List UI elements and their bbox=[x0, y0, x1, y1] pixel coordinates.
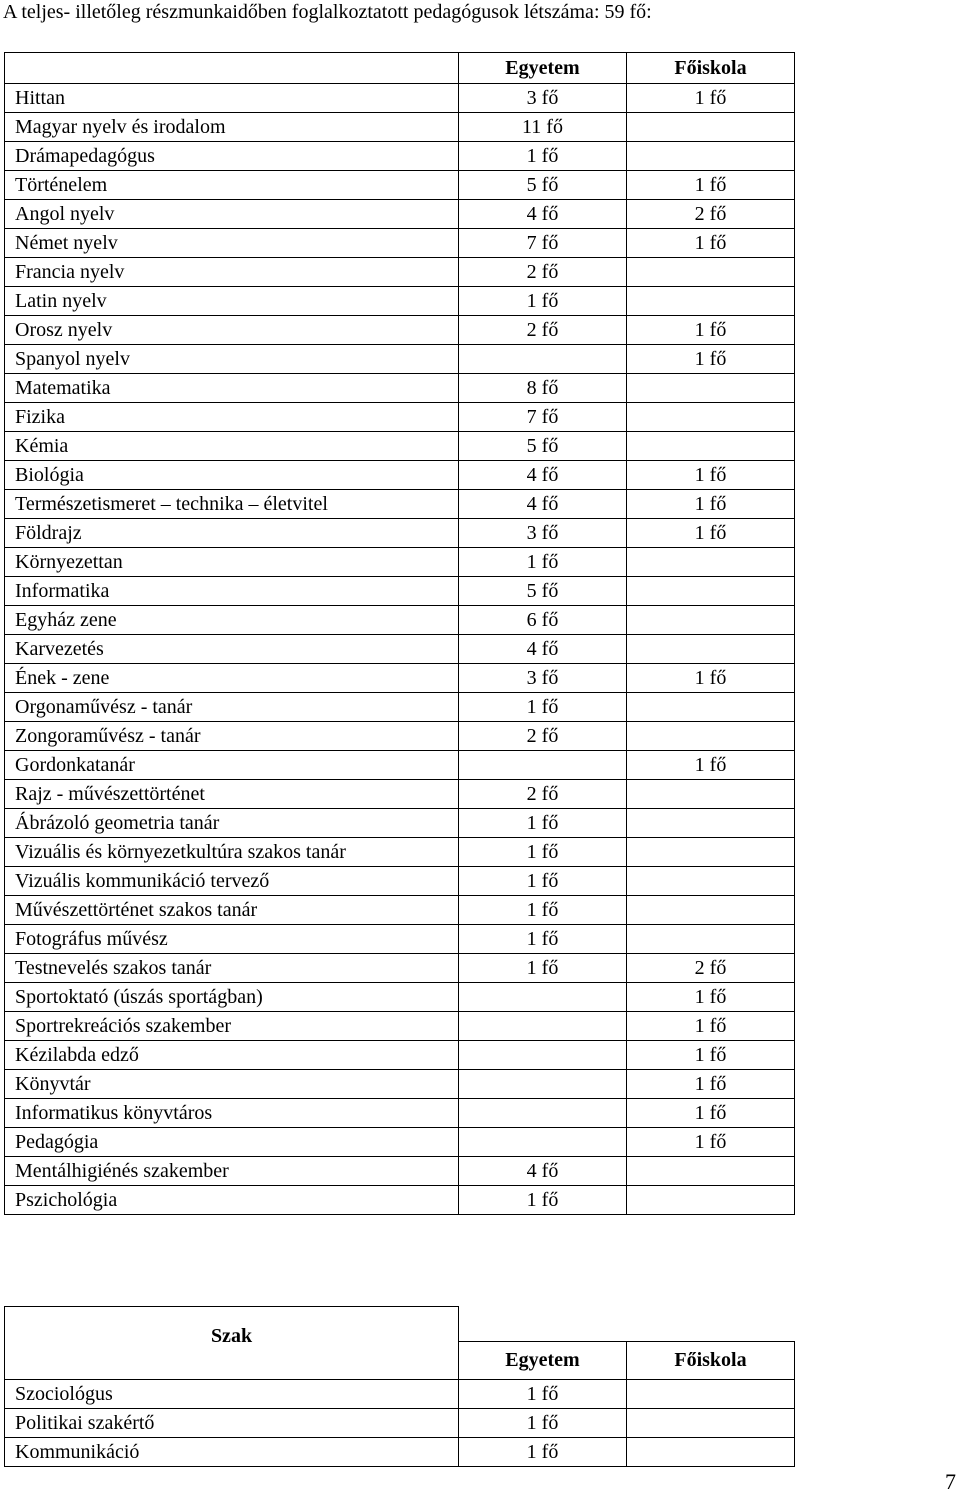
egyetem-cell bbox=[459, 1012, 627, 1041]
subject-cell: Földrajz bbox=[5, 519, 459, 548]
table-row bbox=[5, 519, 795, 548]
foiskola-cell: 1 fő bbox=[627, 316, 795, 345]
foiskola-cell: 1 fő bbox=[627, 751, 795, 780]
egyetem-cell bbox=[459, 1041, 627, 1070]
table-row bbox=[5, 461, 795, 490]
egyetem-cell: 4 fő bbox=[459, 635, 627, 664]
table-row bbox=[5, 403, 795, 432]
egyetem-cell: 2 fő bbox=[459, 316, 627, 345]
subject-cell: Sportrekreációs szakember bbox=[5, 1012, 459, 1041]
egyetem-cell: 1 fő bbox=[459, 1409, 627, 1438]
foiskola-cell bbox=[627, 1438, 795, 1467]
egyetem-cell: 1 fő bbox=[459, 548, 627, 577]
foiskola-cell bbox=[627, 867, 795, 896]
table-row bbox=[5, 1041, 795, 1070]
egyetem-cell bbox=[459, 1128, 627, 1157]
foiskola-cell bbox=[627, 1380, 795, 1409]
table-row bbox=[5, 1070, 795, 1099]
table-row bbox=[5, 84, 795, 113]
foiskola-cell bbox=[627, 1186, 795, 1215]
foiskola-cell bbox=[627, 287, 795, 316]
table-row bbox=[5, 1099, 795, 1128]
subject-cell: Latin nyelv bbox=[5, 287, 459, 316]
subject-cell: Drámapedagógus bbox=[5, 142, 459, 171]
subject-cell: Történelem bbox=[5, 171, 459, 200]
header-szak: Szak bbox=[5, 1307, 459, 1380]
subject-cell: Művészettörténet szakos tanár bbox=[5, 896, 459, 925]
foiskola-cell bbox=[627, 693, 795, 722]
staff-table bbox=[4, 52, 795, 1215]
foiskola-cell bbox=[627, 548, 795, 577]
foiskola-cell: 1 fő bbox=[627, 490, 795, 519]
egyetem-cell: 6 fő bbox=[459, 606, 627, 635]
egyetem-cell: 1 fő bbox=[459, 896, 627, 925]
foiskola-cell bbox=[627, 113, 795, 142]
egyetem-cell: 1 fő bbox=[459, 1438, 627, 1467]
egyetem-cell: 1 fő bbox=[459, 1380, 627, 1409]
egyetem-cell bbox=[459, 751, 627, 780]
subject-cell: Kommunikáció bbox=[5, 1438, 459, 1467]
foiskola-cell: 1 fő bbox=[627, 1041, 795, 1070]
table-row bbox=[5, 925, 795, 954]
subject-cell: Informatikus könyvtáros bbox=[5, 1099, 459, 1128]
egyetem-cell: 1 fő bbox=[459, 867, 627, 896]
header-blank-cell bbox=[5, 53, 459, 84]
header-spacer bbox=[459, 1307, 795, 1342]
field-table bbox=[4, 1306, 795, 1467]
subject-cell: Angol nyelv bbox=[5, 200, 459, 229]
subject-cell: Sportoktató (úszás sportágban) bbox=[5, 983, 459, 1012]
foiskola-cell bbox=[627, 374, 795, 403]
header-foiskola: Főiskola bbox=[627, 1341, 795, 1379]
foiskola-cell bbox=[627, 635, 795, 664]
subject-cell: Egyház zene bbox=[5, 606, 459, 635]
table-row bbox=[5, 983, 795, 1012]
subject-cell: Zongoraművész - tanár bbox=[5, 722, 459, 751]
table-row bbox=[5, 1012, 795, 1041]
table-row bbox=[5, 171, 795, 200]
egyetem-cell: 8 fő bbox=[459, 374, 627, 403]
foiskola-cell: 2 fő bbox=[627, 200, 795, 229]
subject-cell: Orosz nyelv bbox=[5, 316, 459, 345]
egyetem-cell: 1 fő bbox=[459, 954, 627, 983]
table-row bbox=[5, 838, 795, 867]
table-row bbox=[5, 432, 795, 461]
subject-cell: Ének - zene bbox=[5, 664, 459, 693]
subject-cell: Rajz - művészettörténet bbox=[5, 780, 459, 809]
table-row bbox=[5, 113, 795, 142]
foiskola-cell: 1 fő bbox=[627, 1099, 795, 1128]
egyetem-cell: 2 fő bbox=[459, 780, 627, 809]
subject-cell: Gordonkatanár bbox=[5, 751, 459, 780]
subject-cell: Környezettan bbox=[5, 548, 459, 577]
egyetem-cell: 5 fő bbox=[459, 432, 627, 461]
table-header-row bbox=[5, 53, 795, 84]
egyetem-cell: 3 fő bbox=[459, 519, 627, 548]
table-header-row bbox=[5, 1307, 795, 1342]
subject-cell: Mentálhigiénés szakember bbox=[5, 1157, 459, 1186]
subject-cell: Természetismeret – technika – életvitel bbox=[5, 490, 459, 519]
subject-cell: Informatika bbox=[5, 577, 459, 606]
egyetem-cell: 2 fő bbox=[459, 722, 627, 751]
foiskola-cell bbox=[627, 925, 795, 954]
subject-cell: Könyvtár bbox=[5, 1070, 459, 1099]
egyetem-cell: 1 fő bbox=[459, 1186, 627, 1215]
foiskola-cell: 1 fő bbox=[627, 229, 795, 258]
egyetem-cell bbox=[459, 1099, 627, 1128]
table-row bbox=[5, 751, 795, 780]
subject-cell: Fotográfus művész bbox=[5, 925, 459, 954]
table-row bbox=[5, 1438, 795, 1467]
subject-cell: Magyar nyelv és irodalom bbox=[5, 113, 459, 142]
table-row bbox=[5, 1409, 795, 1438]
header-foiskola: Főiskola bbox=[627, 53, 795, 84]
subject-cell: Vizuális és környezetkultúra szakos tanár bbox=[5, 838, 459, 867]
foiskola-cell bbox=[627, 577, 795, 606]
page-number: 7 bbox=[945, 1469, 956, 1494]
table-row bbox=[5, 635, 795, 664]
subject-cell: Matematika bbox=[5, 374, 459, 403]
egyetem-cell: 4 fő bbox=[459, 490, 627, 519]
egyetem-cell: 7 fő bbox=[459, 403, 627, 432]
foiskola-cell bbox=[627, 142, 795, 171]
foiskola-cell: 1 fő bbox=[627, 983, 795, 1012]
subject-cell: Szociológus bbox=[5, 1380, 459, 1409]
egyetem-cell: 1 fő bbox=[459, 142, 627, 171]
table-row bbox=[5, 316, 795, 345]
egyetem-cell: 1 fő bbox=[459, 693, 627, 722]
foiskola-cell bbox=[627, 606, 795, 635]
subject-cell: Fizika bbox=[5, 403, 459, 432]
foiskola-cell bbox=[627, 258, 795, 287]
subject-cell: Hittan bbox=[5, 84, 459, 113]
table-row bbox=[5, 287, 795, 316]
foiskola-cell bbox=[627, 722, 795, 751]
table-row bbox=[5, 1380, 795, 1409]
egyetem-cell: 1 fő bbox=[459, 287, 627, 316]
table-row bbox=[5, 577, 795, 606]
egyetem-cell: 4 fő bbox=[459, 1157, 627, 1186]
subject-cell: Pedagógia bbox=[5, 1128, 459, 1157]
header-egyetem: Egyetem bbox=[459, 53, 627, 84]
foiskola-cell bbox=[627, 780, 795, 809]
egyetem-cell: 5 fő bbox=[459, 577, 627, 606]
table-row bbox=[5, 809, 795, 838]
table-row bbox=[5, 1186, 795, 1215]
foiskola-cell: 1 fő bbox=[627, 1070, 795, 1099]
foiskola-cell bbox=[627, 432, 795, 461]
foiskola-cell bbox=[627, 1157, 795, 1186]
egyetem-cell bbox=[459, 345, 627, 374]
egyetem-cell bbox=[459, 983, 627, 1012]
table-row bbox=[5, 1157, 795, 1186]
foiskola-cell: 1 fő bbox=[627, 1012, 795, 1041]
foiskola-cell: 1 fő bbox=[627, 1128, 795, 1157]
foiskola-cell: 1 fő bbox=[627, 519, 795, 548]
table-row bbox=[5, 722, 795, 751]
subject-cell: Kézilabda edző bbox=[5, 1041, 459, 1070]
foiskola-cell bbox=[627, 403, 795, 432]
subject-cell: Testnevelés szakos tanár bbox=[5, 954, 459, 983]
foiskola-cell bbox=[627, 809, 795, 838]
table-row bbox=[5, 867, 795, 896]
subject-cell: Orgonaművész - tanár bbox=[5, 693, 459, 722]
subject-cell: Német nyelv bbox=[5, 229, 459, 258]
egyetem-cell: 2 fő bbox=[459, 258, 627, 287]
subject-cell: Vizuális kommunikáció tervező bbox=[5, 867, 459, 896]
table-row bbox=[5, 548, 795, 577]
table-row bbox=[5, 229, 795, 258]
egyetem-cell: 3 fő bbox=[459, 664, 627, 693]
egyetem-cell: 1 fő bbox=[459, 809, 627, 838]
table-row bbox=[5, 1128, 795, 1157]
subject-cell: Ábrázoló geometria tanár bbox=[5, 809, 459, 838]
egyetem-cell: 5 fő bbox=[459, 171, 627, 200]
foiskola-cell bbox=[627, 838, 795, 867]
table-row bbox=[5, 896, 795, 925]
foiskola-cell: 1 fő bbox=[627, 84, 795, 113]
egyetem-cell: 11 fő bbox=[459, 113, 627, 142]
table-row bbox=[5, 258, 795, 287]
table-row bbox=[5, 954, 795, 983]
subject-cell: Karvezetés bbox=[5, 635, 459, 664]
egyetem-cell: 3 fő bbox=[459, 84, 627, 113]
egyetem-cell: 4 fő bbox=[459, 461, 627, 490]
subject-cell: Biológia bbox=[5, 461, 459, 490]
table-row bbox=[5, 200, 795, 229]
foiskola-cell: 2 fő bbox=[627, 954, 795, 983]
foiskola-cell: 1 fő bbox=[627, 345, 795, 374]
table-row bbox=[5, 374, 795, 403]
foiskola-cell: 1 fő bbox=[627, 461, 795, 490]
table-row bbox=[5, 345, 795, 374]
foiskola-cell bbox=[627, 1409, 795, 1438]
subject-cell: Francia nyelv bbox=[5, 258, 459, 287]
subject-cell: Spanyol nyelv bbox=[5, 345, 459, 374]
foiskola-cell bbox=[627, 896, 795, 925]
table-row bbox=[5, 780, 795, 809]
page-heading: A teljes- illetőleg részmunkaidőben foglalkoztatott pedagógusok létszáma: 59 fő: bbox=[3, 1, 652, 23]
table-row bbox=[5, 693, 795, 722]
subject-cell: Kémia bbox=[5, 432, 459, 461]
header-egyetem: Egyetem bbox=[459, 1341, 627, 1379]
egyetem-cell: 1 fő bbox=[459, 925, 627, 954]
egyetem-cell: 4 fő bbox=[459, 200, 627, 229]
table-row bbox=[5, 606, 795, 635]
table-row bbox=[5, 490, 795, 519]
subject-cell: Pszichológia bbox=[5, 1186, 459, 1215]
egyetem-cell: 1 fő bbox=[459, 838, 627, 867]
table-row bbox=[5, 142, 795, 171]
subject-cell: Politikai szakértő bbox=[5, 1409, 459, 1438]
egyetem-cell bbox=[459, 1070, 627, 1099]
foiskola-cell: 1 fő bbox=[627, 171, 795, 200]
egyetem-cell: 7 fő bbox=[459, 229, 627, 258]
foiskola-cell: 1 fő bbox=[627, 664, 795, 693]
table-row bbox=[5, 664, 795, 693]
